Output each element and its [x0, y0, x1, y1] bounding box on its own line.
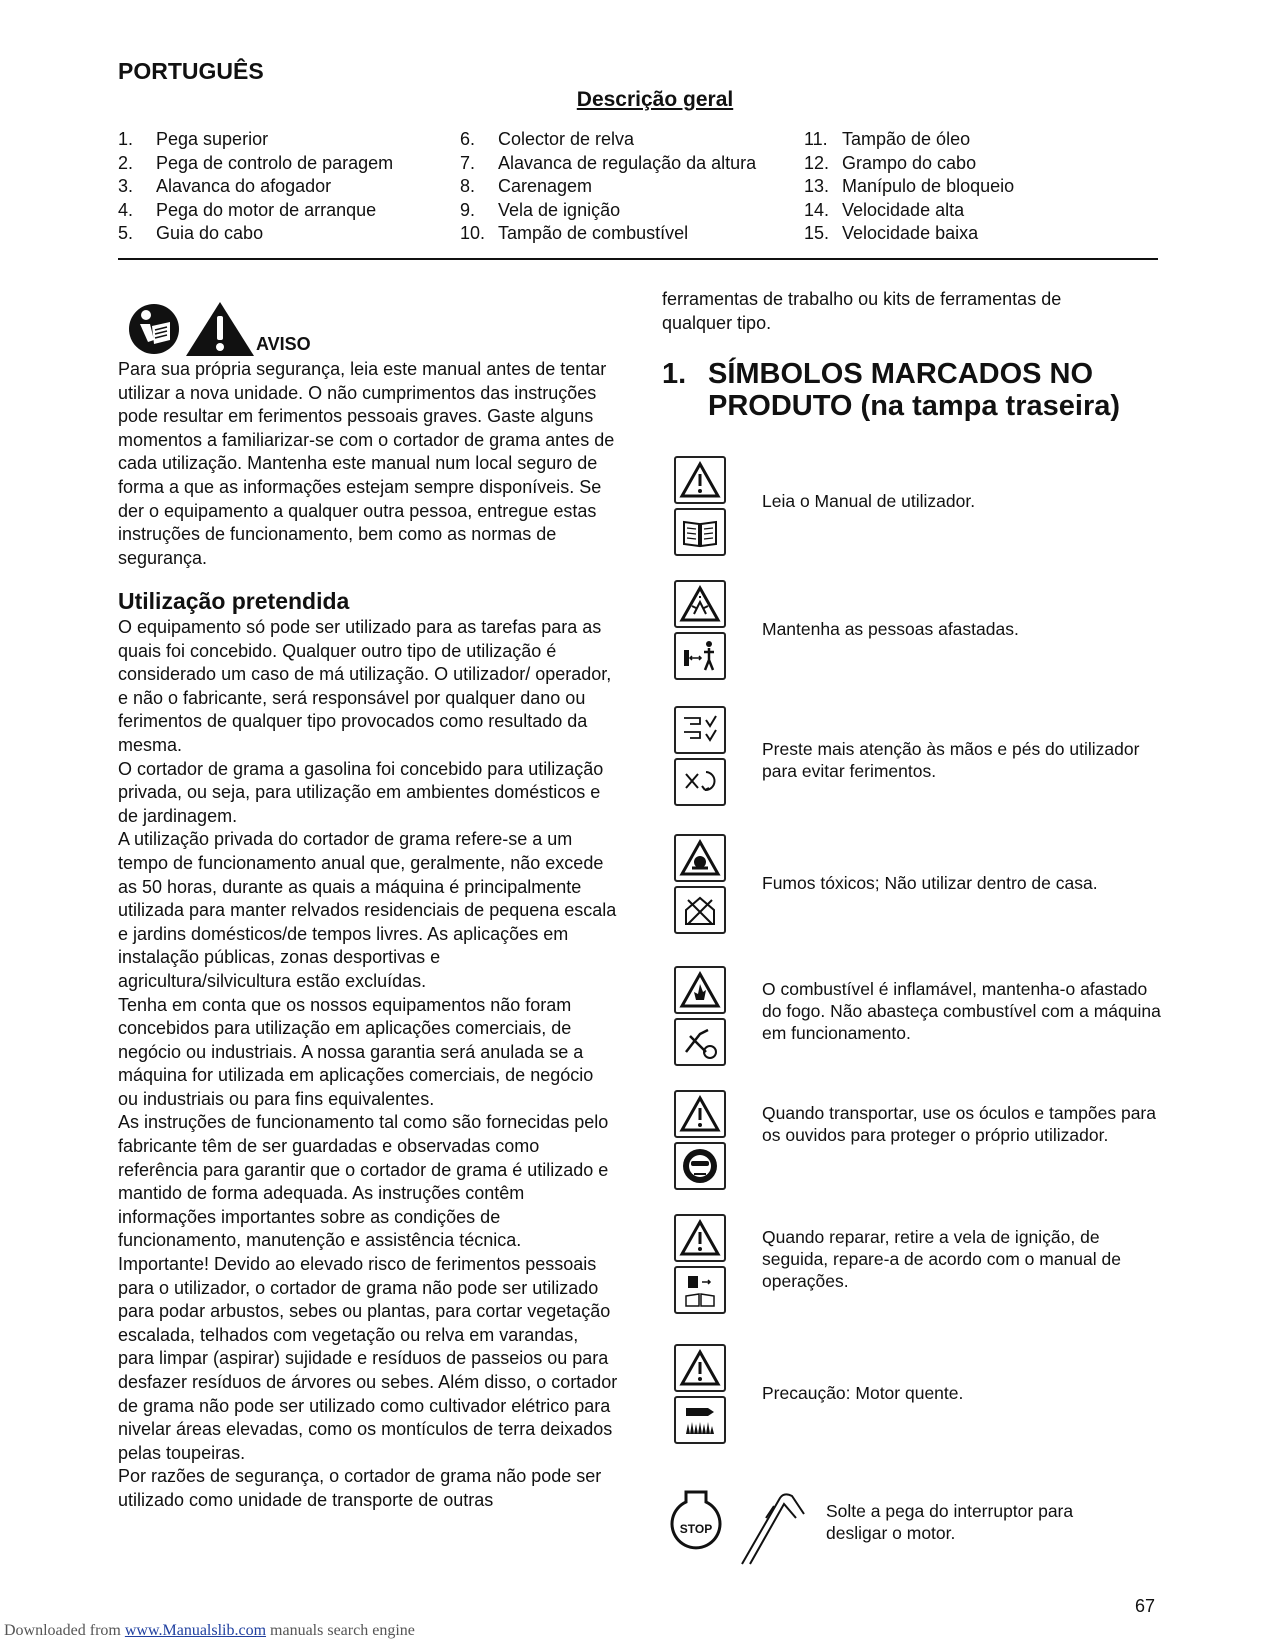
warning-icons — [128, 300, 258, 358]
symbol-text: Quando transportar, use os óculos e tampões para os ouvidos para proteger o próprio utilizador. — [762, 1103, 1156, 1145]
toxic-fumes-icon — [674, 834, 730, 938]
list-item: 6. Colector de relva — [460, 129, 635, 149]
intended-use-text — [118, 616, 618, 1513]
spark-plug-icon — [674, 1214, 730, 1318]
stop-text: Solte a pega do interruptor para desligar o motor. — [826, 1501, 1074, 1543]
paragraph: O cortador de grama a gasolina foi concebido para utilização privada, ou seja, para utilização em ambientes domésticos e de jardinagem. — [118, 758, 604, 826]
symbol-text: Quando reparar, retire a vela de ignição, de seguida, repare-a de acordo com o manual de operações. — [762, 1227, 1121, 1291]
list-item: 7. Alavanca de regulação da altura — [460, 152, 757, 173]
keep-away-icon — [674, 580, 730, 684]
footer: Downloaded from www.Manualslib.com manuals search engine — [4, 1622, 415, 1639]
list-item: 2. Pega de controlo de paragem — [118, 152, 394, 173]
paragraph: Por razões de segurança, o cortador de grama não pode ser utilizado como unidade de transporte de outras — [118, 1466, 602, 1510]
flammable-icon — [674, 966, 730, 1070]
symbol-text: Precaução: Motor quente. — [762, 1383, 964, 1403]
list-item: 14. Velocidade alta — [804, 199, 965, 220]
symbol-text: Mantenha as pessoas afastadas. — [762, 619, 1019, 639]
list-item: 1. Pega superior — [118, 129, 269, 149]
manualslib-link[interactable]: www.Manualslib.com — [124, 1622, 267, 1639]
parts-list-col2 — [460, 128, 756, 246]
warning-triangle-icon — [186, 302, 254, 356]
paragraph: Importante! Devido ao elevado risco de ferimentos pessoais para o utilizador, o cortador de grama não pode ser utilizado para podar arbustos, sebes ou plantas, para cortar vegetação escalada, telhados com vegetação ou relva em varandas, para limpar (aspirar) sujidade e resíduos de passeios ou para desfazer resíduos de árvores ou sebes. Além disso, o cortador de grama não pode ser utilizado como cultivador elétrico para nivelar áreas elevadas, como os montículos de terra deixados pelas toupeiras. — [118, 1254, 618, 1463]
list-item: 4. Pega do motor de arranque — [118, 199, 377, 220]
stop-label: STOP — [679, 1522, 713, 1536]
section-divider — [118, 258, 1158, 260]
list-item: 15. Velocidade baixa — [804, 223, 979, 243]
protection-icon — [674, 1090, 730, 1194]
symbol-text: Preste mais atenção às mãos e pés do utilizador para evitar ferimentos. — [762, 739, 1140, 781]
list-item: 13. Manípulo de bloqueio — [804, 176, 1015, 196]
paragraph: A utilização privada do cortador de grama refere-se a um tempo de funcionamento anual que, geralmente, não excede as 50 horas, durante as quais a máquina é principalmente utilizada para manter relvados residenciais de pequena escala e jardins domésticos/de tempos livres. As aplicações em instalação públicas, zonas desportivas e agricultura/silvicultura estão excluídas. — [118, 829, 617, 991]
continuation-text: ferramentas de trabalho ou kits de ferramentas de qualquer tipo. — [662, 289, 1062, 333]
list-item: 10. Tampão de combustível — [460, 223, 689, 243]
list-item: 5. Guia do cabo — [118, 223, 264, 243]
language-heading: PORTUGUÊS — [118, 58, 264, 84]
warning-text: Para sua própria segurança, leia este manual antes de tentar utilizar a nova unidade. O não cumprimentos das instruções pode resultar em ferimentos pessoais graves. Gaste alguns momentos a familiarizar-se com o cortador de grama antes de cada utilização. Mantenha este manual num local seguro de forma a que as informações estejam sempre disponíveis. Se der o equipamento a qualquer outra pessoa, entregue estas instruções de funcionamento, bem como as normas de segurança. — [118, 359, 615, 568]
read-manual-icon — [674, 456, 730, 560]
parts-list-col3 — [804, 128, 1014, 246]
list-item: 12. Grampo do cabo — [804, 152, 977, 173]
list-item: 8. Carenagem — [460, 176, 593, 196]
description-title: Descrição geral — [576, 88, 734, 111]
parts-list-col1 — [118, 128, 393, 246]
symbol-text: O combustível é inflamável, mantenha-o afastado do fogo. Não abasteça combustível com a máquina em funcionamento. — [762, 979, 1161, 1043]
warning-title: AVISO — [256, 334, 311, 354]
paragraph: As instruções de funcionamento tal como são fornecidas pelo fabricante têm de ser guardadas e observadas como referência para garantir que o cortador de grama é utilizado e mantido de forma adequada. As instruções contêm informações importantes sobre as condições de funcionamento, manutenção e assistência técnica. — [118, 1112, 609, 1251]
paragraph: O equipamento só pode ser utilizado para as tarefas para as quais foi concebido. Qualquer outro tipo de utilização é considerado um caso de má utilização. O utilizador/ operador, e não o fabricante, será responsável por qualquer dano ou ferimentos de qualquer tipo provocados como resultado da mesma. — [118, 617, 612, 755]
list-item: 11. Tampão de óleo — [804, 129, 971, 149]
page-number: 67 — [1135, 1596, 1156, 1616]
intended-use-heading: Utilização pretendida — [118, 588, 350, 614]
stop-handle-icon — [670, 1488, 810, 1566]
hands-feet-icon — [674, 706, 730, 810]
paragraph: Tenha em conta que os nossos equipamentos não foram concebidos para utilização em aplicações comerciais, de negócio ou industriais. A nossa garantia será anulada se a máquina for utilizada em aplicações comerciais, de negócio ou industriais ou para fins equivalentes. — [118, 994, 594, 1109]
symbol-text: Leia o Manual de utilizador. — [762, 491, 976, 511]
list-item: 3. Alavanca do afogador — [118, 176, 332, 196]
symbol-text: Fumos tóxicos; Não utilizar dentro de casa. — [762, 873, 1098, 893]
hot-engine-icon — [674, 1344, 730, 1448]
list-item: 9. Vela de ignição — [460, 199, 621, 220]
read-manual-icon — [129, 304, 179, 354]
